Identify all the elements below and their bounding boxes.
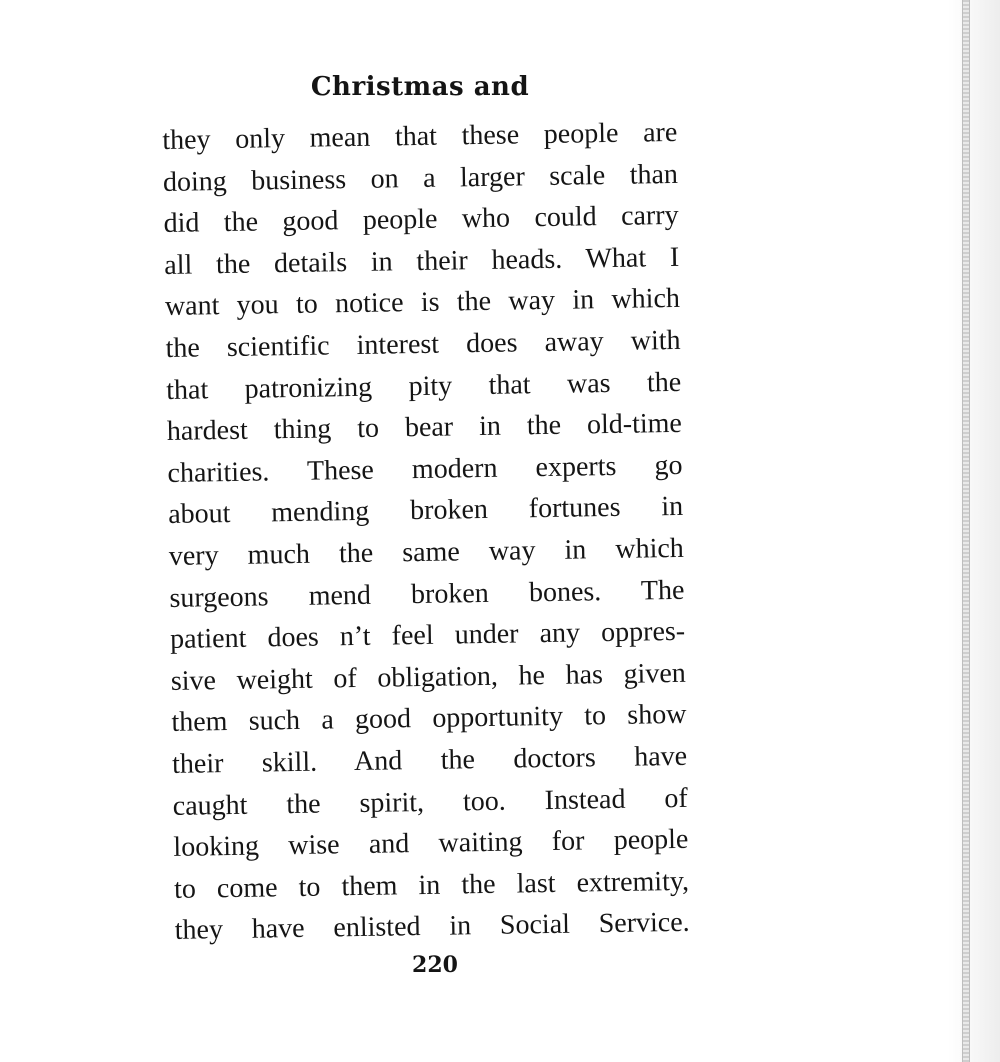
- text-line: them such a good opportunity to show: [171, 699, 687, 739]
- text-line: charities. These modern experts go: [167, 449, 683, 489]
- page-number: 220: [412, 952, 458, 978]
- text-line: caught the spirit, too. Instead of: [172, 782, 688, 822]
- text-line: hardest thing to bear in the old-time: [166, 408, 683, 448]
- text-line: that patronizing pity that was the: [165, 366, 682, 406]
- text-line: to come to them in the last extremity,: [173, 865, 690, 905]
- text-line: patient does n’t feel under any oppres-: [169, 615, 686, 656]
- text-line: looking wise and waiting for people: [173, 823, 689, 864]
- text-line: doing business on a larger scale than: [162, 158, 679, 198]
- text-line: they only mean that these people are: [162, 116, 678, 156]
- text-line: about mending broken fortunes in: [167, 491, 684, 531]
- text-line: they have enlisted in Social Service.: [174, 907, 690, 947]
- text-line: their skill. And the doctors have: [171, 740, 688, 780]
- page-edge-shadow: [948, 0, 1000, 1062]
- text-line: sive weight of obligation, he has given: [170, 657, 686, 697]
- text-line: very much the same way in which: [168, 532, 685, 572]
- running-head: Christmas and: [310, 72, 530, 102]
- text-line: want you to notice is the way in which: [164, 283, 681, 323]
- scanner-edge-strip: [962, 0, 970, 1062]
- body-text: [162, 112, 690, 952]
- text-line: did the good people who could carry: [163, 200, 679, 240]
- text-line: the scientific interest does away with: [165, 324, 681, 364]
- text-line: all the details in their heads. What I: [164, 241, 680, 281]
- text-line: surgeons mend broken bones. The: [169, 574, 685, 614]
